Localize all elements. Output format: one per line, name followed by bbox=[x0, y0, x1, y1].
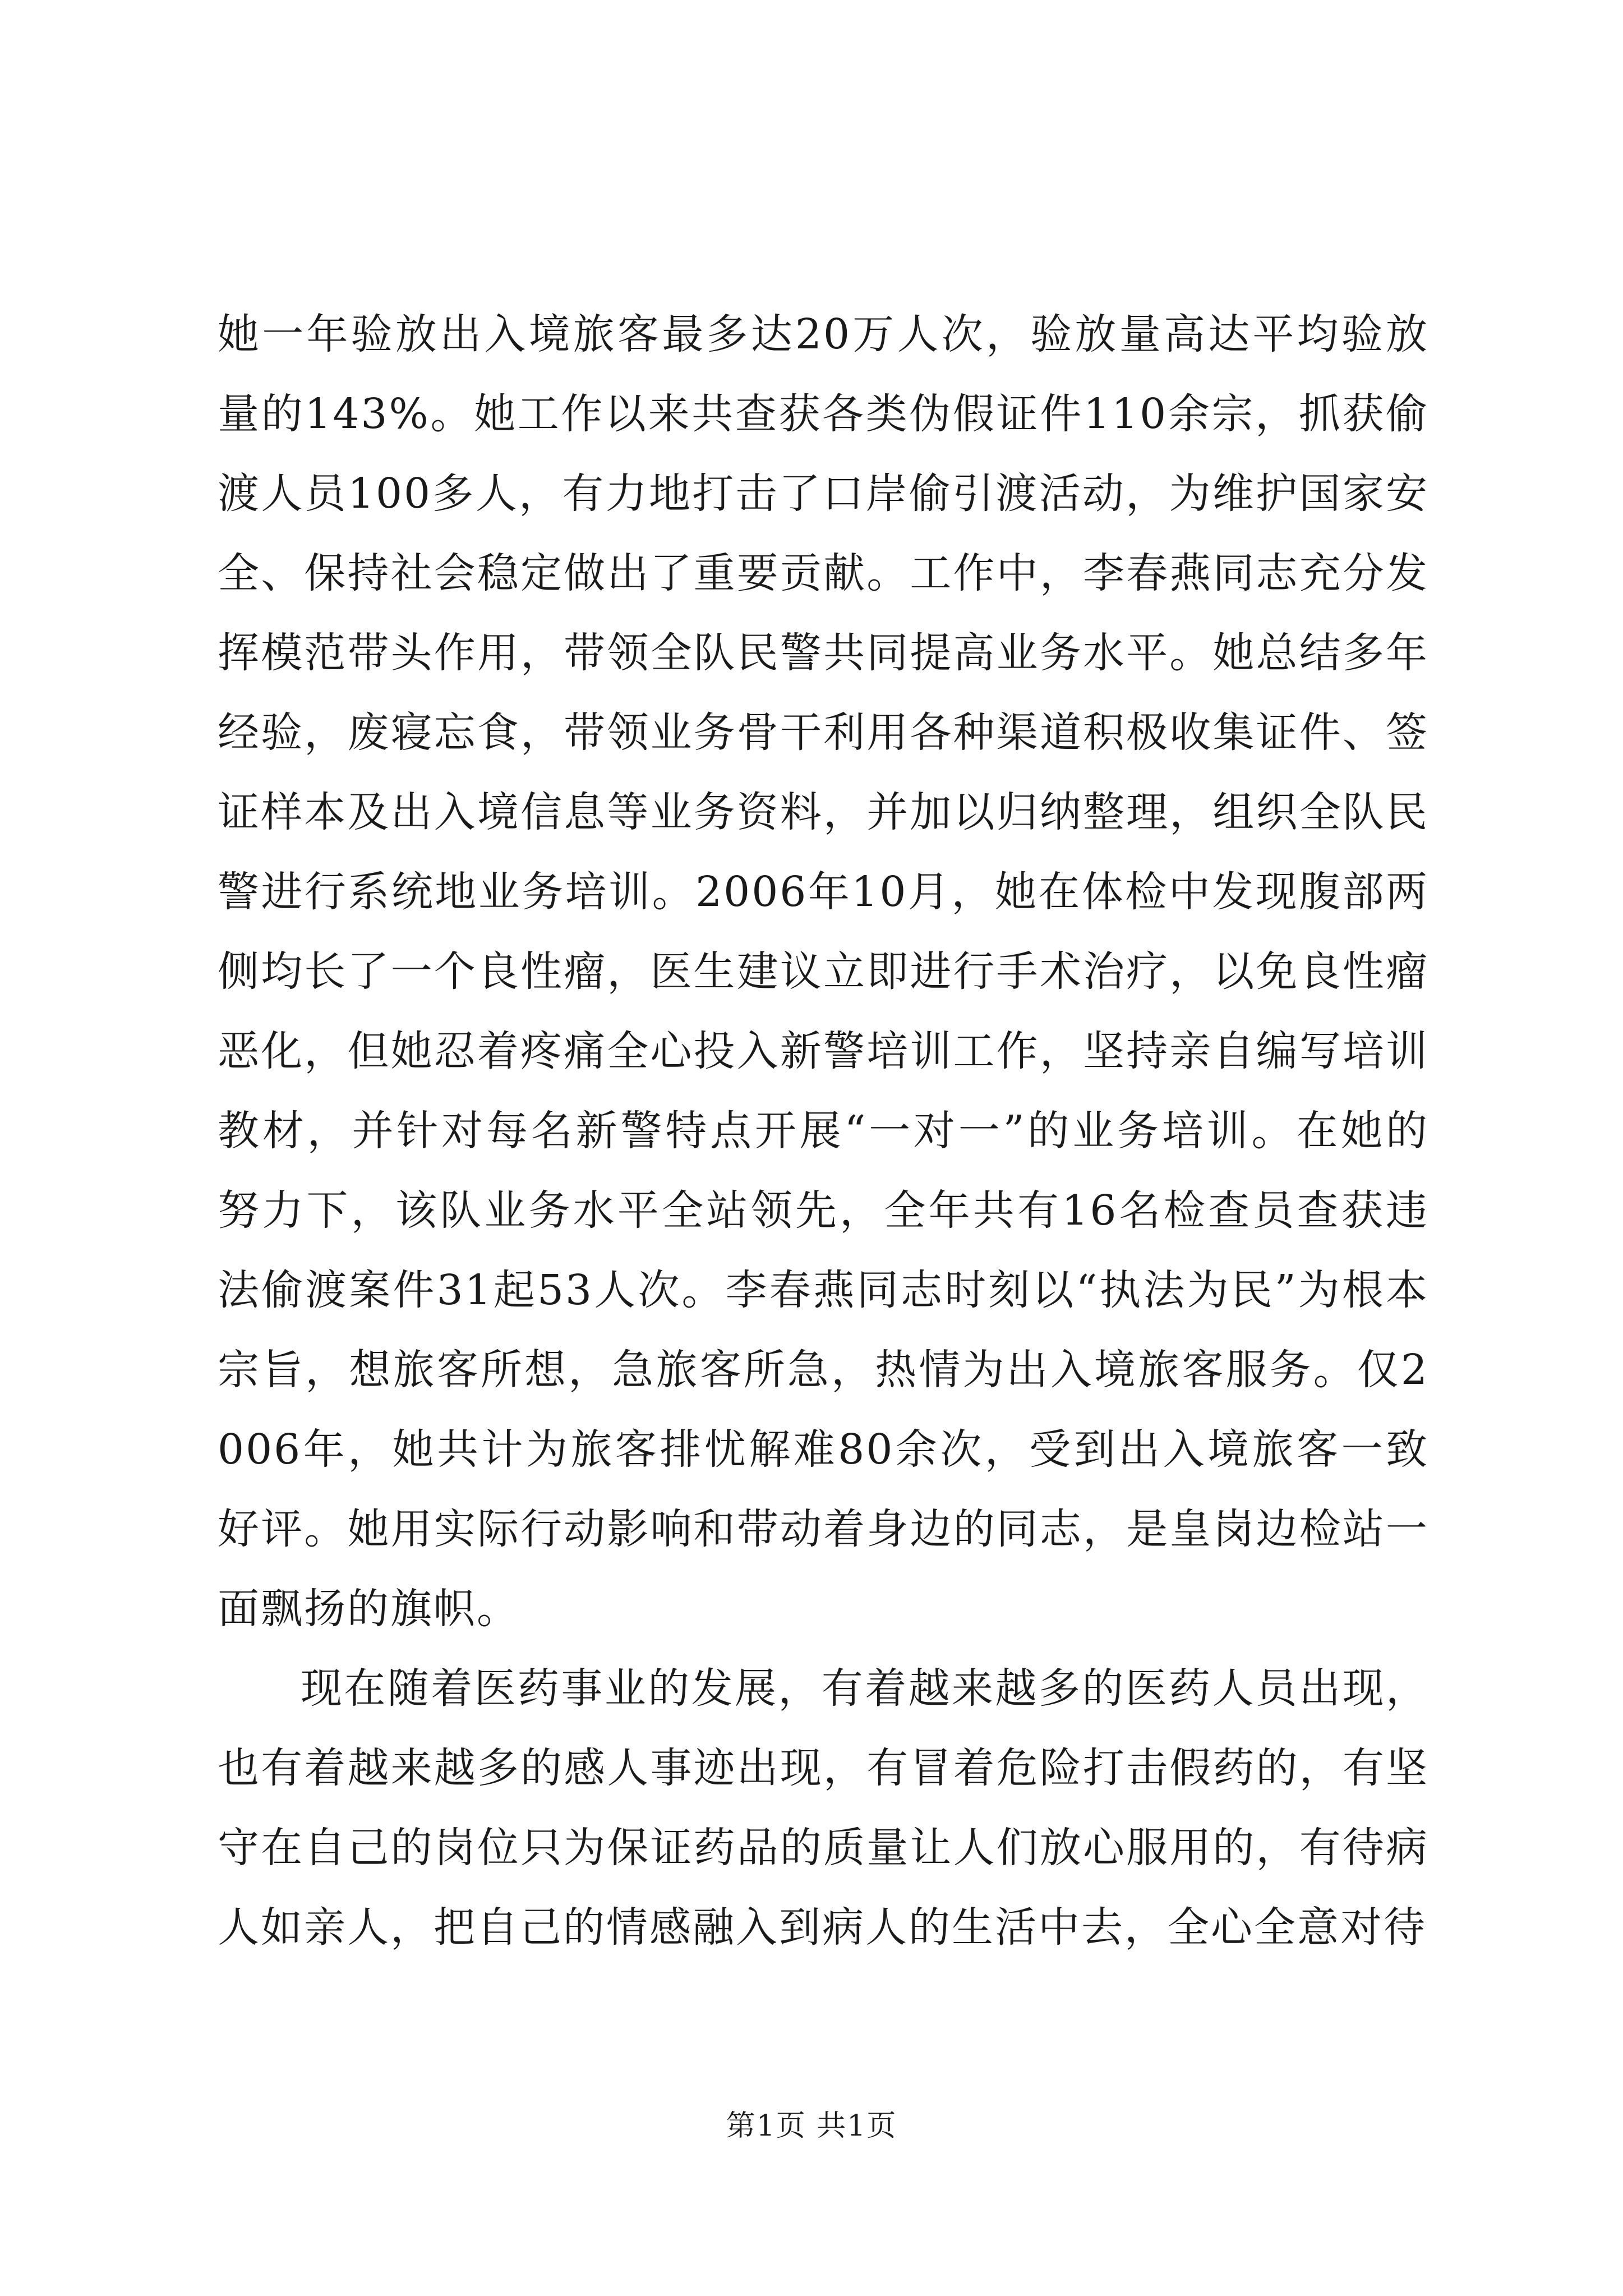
paragraph-2: 现在随着医药事业的发展，有着越来越多的医药人员出现，也有着越来越多的感人事迹出现，有冒着危险打击假药的，有坚守在自己的岗位只为保证药品的质量让人们放心服用的，有待病人如亲人，把自己的情感融入到病人的生活中去，全心全意对待 bbox=[218, 1664, 1429, 1952]
paragraph-1: 她一年验放出入境旅客最多达20万人次，验放量高达平均验放量的143%。她工作以来共查获各类伪假证件110余宗，抓获偷渡人员100多人，有力地打击了口岸偷引渡活动，为维护国家安全、保持社会稳定做出了重要贡献。工作中，李春燕同志充分发挥模范带头作用，带领全队民警共同提高业务水平。她总结多年经验，废寝忘食，带领业务骨干利用各种渠道积极收集证件、签证样本及出入境信息等业务资料，并加以归纳整理，组织全队民警进行系统地业务培训。2006年10月，她在体检中发现腹部两侧均长了一个良性瘤，医生建议立即进行手术治疗，以免良性瘤恶化，但她忍着疼痛全心投入新警培训工作，坚持亲自编写培训教材，并针对每名新警特点开展“一对一”的业务培训。在她的努力下，该队业务水平全站领先，全年共有16名检查员查获违法偷渡案件31起53人次。李春燕同志时刻以“执法为民”为根本宗旨，想旅客所想，急旅客所急，热情为出入境旅客服务。仅2006年，她共计为旅客排忧解难80余次，受到出入境旅客一致好评。她用实际行动影响和带动着身边的同志，是皇岗边检站一面飘扬的旗帜。 bbox=[218, 310, 1429, 1633]
document-body bbox=[218, 295, 1429, 1967]
page-footer: 第1页 共1页 bbox=[726, 2109, 897, 2143]
